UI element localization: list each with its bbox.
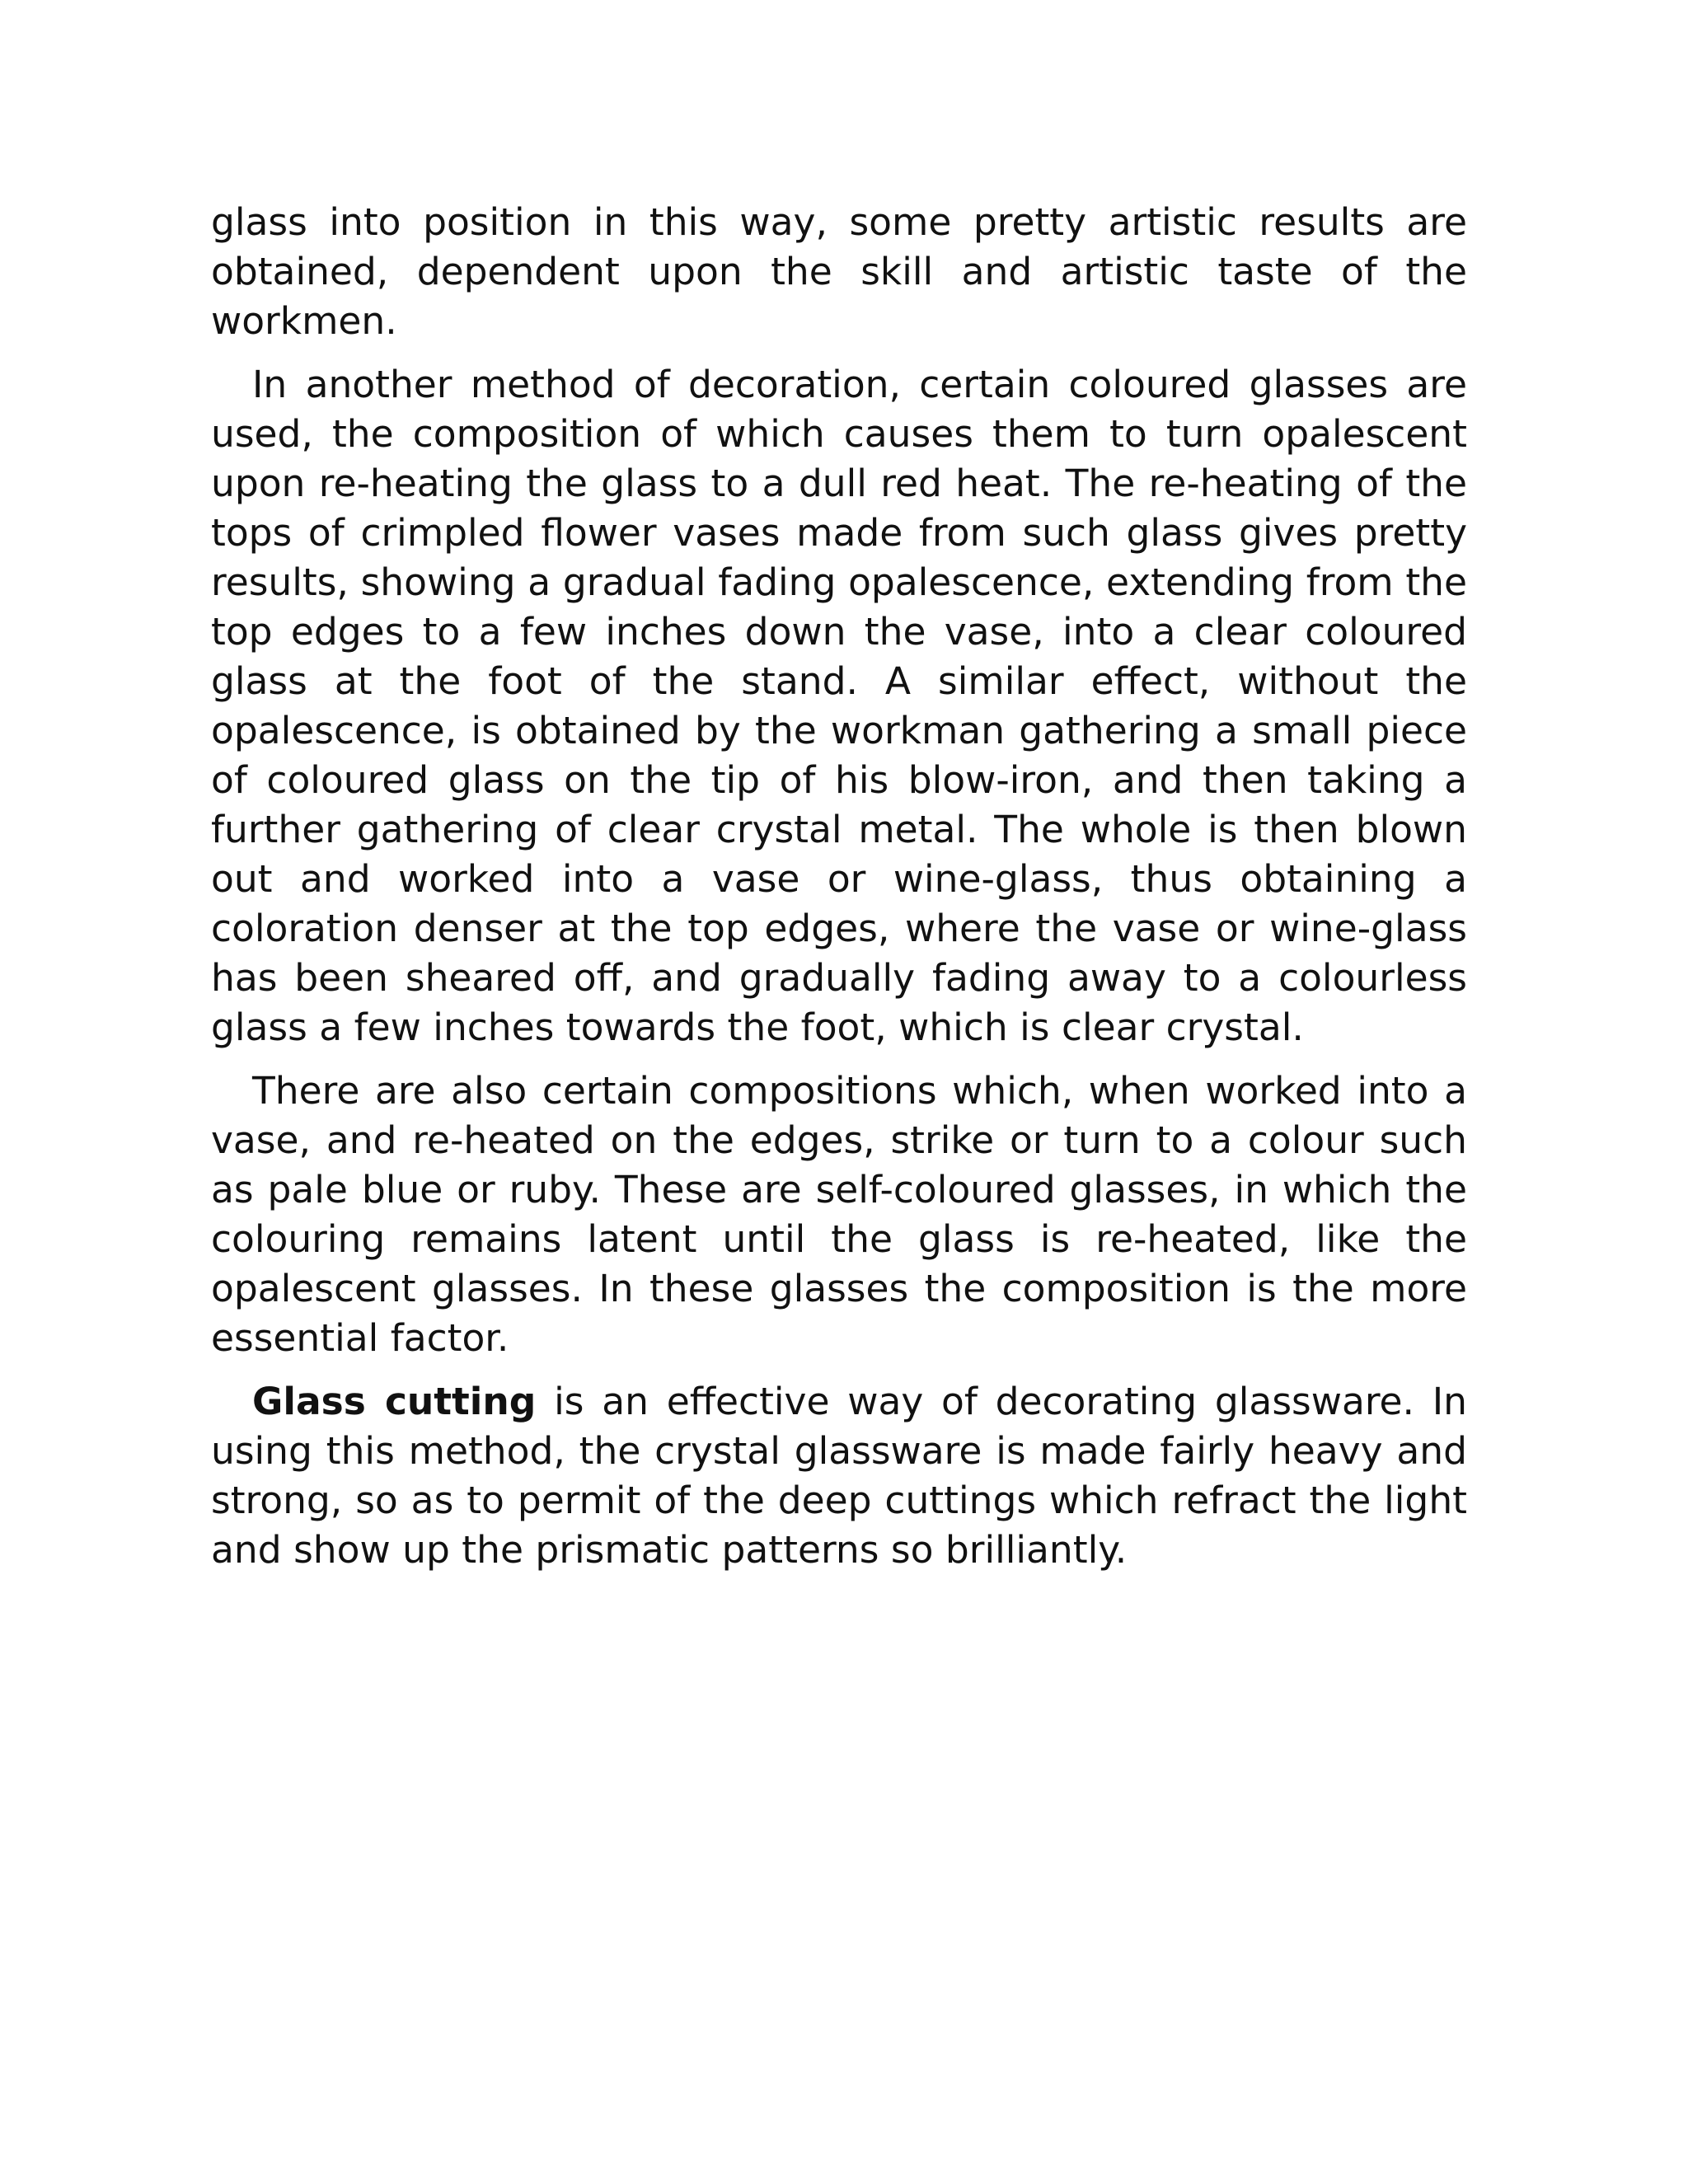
paragraph-text: In another method of decoration, certain coloured glasses are used, the composition of which causes them to turn opalescent upon re-heating the glass to a dull red heat. The re-heating of the tops of crimpled flower vases made from such glass gives pretty results, showing a gradual fading opalescence, extending from the top edges to a few inches down the vase, into a clear coloured glass at the foot of the stand. A similar effect, without the opalescence, is obtained by the workman gathering a small piece of coloured glass on the tip of his blow-iron, and then taking a further gathering of clear crystal metal. The whole is then blown out and worked into a vase or wine-glass, thus obtaining a coloration denser at the top edges, where the vase or wine-glass has been sheared off, and gradually fading away to a colourless glass a few inches towards the foot, which is clear crystal.: [211, 363, 1467, 1049]
paragraph-text: is an effective way of decorating glassware. In using this method, the crystal glassware is made fairly heavy and strong, so as to permit of the deep cuttings which refract the light and show up the prismatic patterns so brilliantly.: [211, 1380, 1467, 1572]
paragraph-self-coloured: [211, 1066, 1467, 1363]
paragraph-text: glass into position in this way, some pretty artistic results are obtained, dependent upon the skill and artistic taste of the workmen.: [211, 200, 1467, 343]
paragraph-text: There are also certain compositions which, when worked into a vase, and re-heated on the edges, strike or turn to a colour such as pale blue or ruby. These are self-coloured glasses, in which the colouring remains latent until the glass is re-heated, like the opalescent glasses. In these glasses the composition is the more essential factor.: [211, 1069, 1467, 1360]
glass-cutting-heading: Glass cutting: [252, 1380, 537, 1423]
body-text: [211, 198, 1467, 1589]
paragraph-glass-cutting: [211, 1377, 1467, 1575]
paragraph-continuation: [211, 198, 1467, 346]
paragraph-coloured-glasses: [211, 360, 1467, 1052]
